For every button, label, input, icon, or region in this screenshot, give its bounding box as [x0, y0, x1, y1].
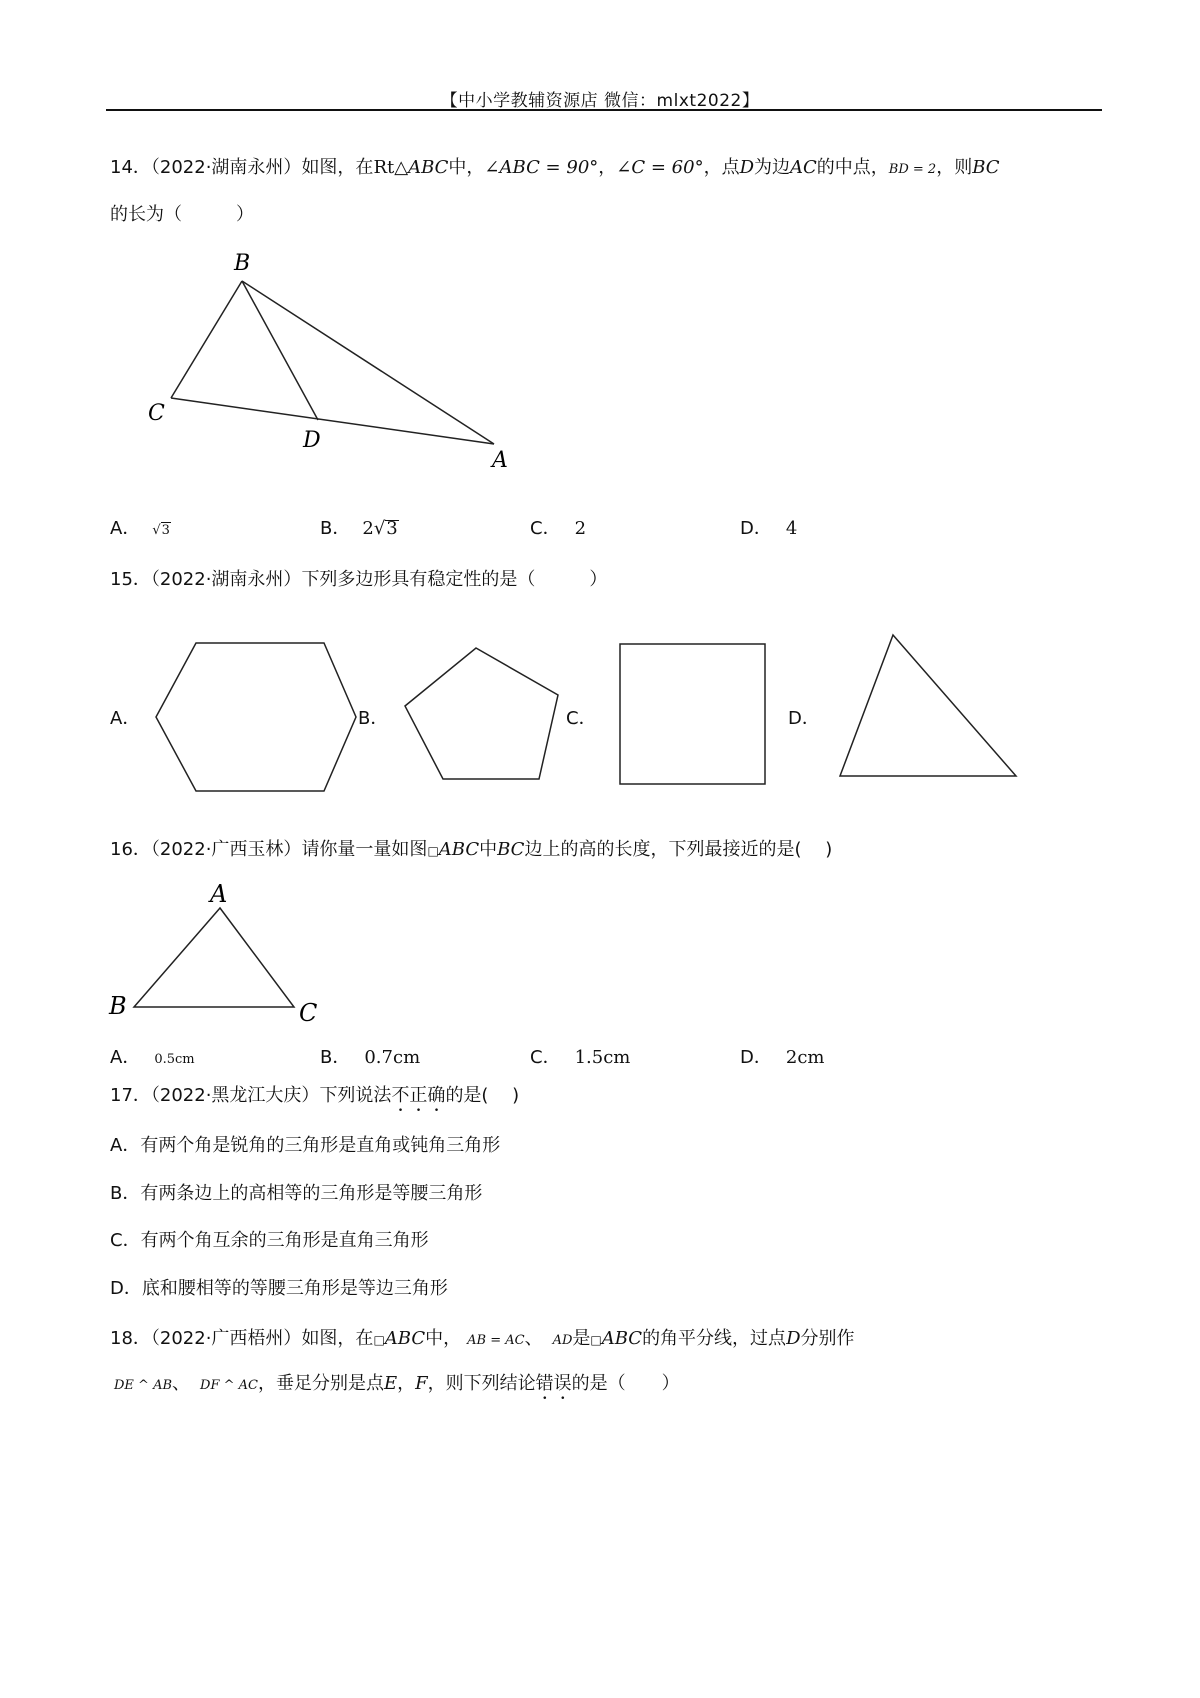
question-18-line-2 — [110, 1370, 680, 1404]
q14-number: 14． — [110, 157, 151, 178]
q16-text: 中 — [479, 839, 498, 860]
q14-triangle-symbol: △ — [394, 157, 409, 178]
q17-source: （2022·黑龙江大庆） — [150, 1085, 320, 1106]
q16-option-b-value: 0.7cm — [364, 1047, 421, 1068]
q17-text: 的是( ) — [445, 1085, 520, 1106]
q18-ad: AD — [552, 1333, 573, 1348]
q17-text: 下列说法 — [319, 1085, 392, 1106]
question-14-line-2: 的长为（ ） — [110, 204, 254, 225]
option-letter: D． — [740, 518, 772, 539]
q18-text: 的角平分线，过点 — [642, 1328, 787, 1349]
q16-option-a-value: 0.5cm — [154, 1052, 195, 1067]
q18-source: （2022·广西梧州） — [150, 1328, 302, 1349]
option-letter: B． — [320, 1047, 351, 1068]
q16-option-c[interactable] — [530, 1043, 630, 1069]
q14-text: ， — [598, 157, 617, 178]
q15-triangle-figure — [832, 630, 1032, 790]
q18-abc-2: ABC — [601, 1328, 643, 1349]
q14-point-d: D — [739, 157, 755, 178]
q14-angle-c: ∠C = 60° — [616, 157, 704, 178]
q18-text: 的是（ ） — [571, 1373, 680, 1394]
q16-option-d[interactable] — [740, 1043, 824, 1069]
q14-segment-bd — [242, 281, 318, 420]
q14-label-c: C — [148, 401, 165, 426]
q16-triangle — [134, 908, 294, 1007]
q14-text: 如图，在 — [301, 157, 374, 178]
q17-emphasis: 不正确 — [391, 1085, 446, 1106]
q17-option-d[interactable]: D．底和腰相等的等腰三角形是等边三角形 — [110, 1278, 448, 1299]
q14-label-d: D — [303, 428, 321, 453]
q18-df-ac: DF ^ AC — [200, 1378, 258, 1393]
q14-text: 为边 — [754, 157, 791, 178]
q16-bc: BC — [497, 839, 525, 860]
option-letter: C． — [530, 518, 561, 539]
q14-text: 中， — [448, 157, 485, 178]
q16-label-a: A — [210, 880, 228, 908]
q18-emphasis: 错误 — [535, 1373, 572, 1394]
q16-option-d-value: 2cm — [785, 1047, 825, 1068]
q14-segment-ba — [242, 281, 494, 444]
q14-segment-ca — [171, 398, 494, 444]
page-header: 【中小学教辅资源店 微信：mlxt2022】 — [440, 91, 760, 111]
q14-bc: BC — [972, 157, 1000, 178]
q15-option-b-label[interactable]: B． — [358, 708, 389, 729]
q16-text: 边上的高的长度，下列最接近的是( ) — [524, 839, 833, 860]
q14-source: （2022·湖南永州） — [150, 157, 302, 178]
q18-text: ， — [397, 1373, 416, 1394]
q18-ab-ac: AB = AC — [467, 1333, 525, 1348]
q16-text: 请你量一量如图 — [301, 839, 428, 860]
q15-option-c-label[interactable]: C． — [566, 708, 597, 729]
question-17 — [110, 1082, 519, 1116]
q14-option-b[interactable]: B． 2√3 — [320, 518, 398, 539]
q15-hexagon-figure — [140, 630, 380, 800]
q18-text: 、 — [172, 1373, 191, 1394]
q16-option-c-value: 1.5cm — [574, 1047, 631, 1068]
q15-option-d-label[interactable]: D． — [788, 708, 820, 729]
q14-angle-abc: ∠ABC = 90° — [484, 157, 599, 178]
q18-text: 是 — [572, 1328, 591, 1349]
q14-bd: BD = 2 — [888, 162, 937, 177]
option-letter: D． — [740, 1047, 772, 1068]
q16-box-symbol: □ — [427, 844, 439, 858]
q17-option-c[interactable]: C．有两个角互余的三角形是直角三角形 — [110, 1230, 429, 1251]
q18-de-ab: DE ^ AB — [114, 1378, 173, 1393]
q16-abc: ABC — [438, 839, 480, 860]
q16-number: 16． — [110, 839, 151, 860]
q14-option-c[interactable] — [530, 514, 586, 540]
option-letter: A． — [110, 518, 141, 539]
q15-option-a-label[interactable]: A． — [110, 708, 141, 729]
pentagon — [405, 648, 558, 779]
q18-number: 18． — [110, 1328, 151, 1349]
q16-figure — [104, 878, 344, 1028]
q18-text: 如图，在 — [301, 1328, 374, 1349]
question-16 — [110, 836, 832, 865]
q14-option-d[interactable] — [740, 514, 797, 540]
q14-segment-bc — [171, 281, 242, 398]
q14-text: 的中点， — [816, 157, 889, 178]
q14-label-a: A — [492, 448, 508, 473]
q15-source: （2022·湖南永州） — [150, 569, 302, 590]
q18-box-symbol: □ — [373, 1333, 385, 1347]
q14-option-b-radicand: 3 — [386, 518, 398, 539]
q14-option-c-value: 2 — [574, 518, 587, 539]
q17-number: 17． — [110, 1085, 151, 1106]
q18-text: ，垂足分别是点 — [257, 1373, 384, 1394]
q14-abc: ABC — [408, 157, 449, 178]
header-rule — [106, 109, 1102, 111]
q18-point-d: D — [786, 1328, 801, 1349]
triangle — [840, 635, 1016, 776]
q18-abc: ABC — [384, 1328, 426, 1349]
hexagon — [156, 643, 356, 791]
option-letter: B． — [320, 518, 351, 539]
q15-pentagon-figure — [398, 640, 568, 790]
q14-text: ，点 — [703, 157, 740, 178]
q16-label-c: C — [299, 999, 318, 1027]
q16-label-b: B — [109, 992, 127, 1020]
q18-text: 分别作 — [800, 1328, 855, 1349]
q14-option-d-value: 4 — [785, 518, 798, 539]
q18-text: 、 — [524, 1328, 543, 1349]
q18-point-f: F — [415, 1373, 428, 1394]
q14-label-b: B — [234, 251, 251, 276]
q16-option-b[interactable] — [320, 1043, 420, 1069]
question-18-line-1 — [110, 1325, 855, 1355]
q14-option-a-radicand: 3 — [161, 523, 170, 538]
q18-text: ，则下列结论 — [427, 1373, 536, 1394]
q15-square-figure — [614, 636, 774, 790]
option-letter: A． — [110, 1047, 141, 1068]
q15-text: 下列多边形具有稳定性的是（ ） — [301, 569, 608, 590]
q17-option-b[interactable]: B．有两条边上的高相等的三角形是等腰三角形 — [110, 1183, 483, 1204]
q18-text: 中， — [425, 1328, 462, 1349]
q16-option-a[interactable] — [110, 1043, 195, 1069]
square — [620, 644, 765, 784]
q14-option-b-coef: 2 — [362, 518, 374, 539]
q14-figure — [140, 245, 520, 475]
q18-point-e: E — [383, 1373, 398, 1394]
q16-source: （2022·广西玉林） — [150, 839, 302, 860]
question-14-line-1 — [110, 154, 1000, 184]
q18-box-symbol-2: □ — [590, 1333, 602, 1347]
q14-ac: AC — [790, 157, 817, 178]
q14-rt: Rt — [373, 157, 395, 178]
question-15 — [110, 566, 607, 594]
q14-option-a[interactable]: A． √3 — [110, 518, 170, 539]
q15-number: 15． — [110, 569, 151, 590]
q14-text: ，则 — [936, 157, 973, 178]
option-letter: C． — [530, 1047, 561, 1068]
q17-option-a[interactable]: A．有两个角是锐角的三角形是直角或钝角三角形 — [110, 1135, 501, 1156]
